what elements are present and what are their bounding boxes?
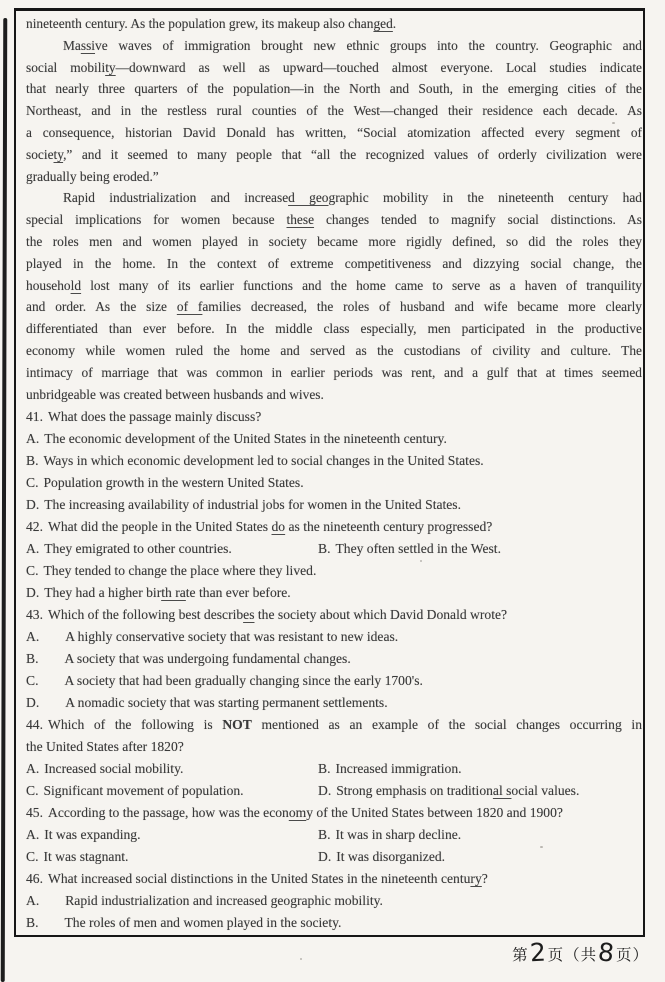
- text-segment: Which of the following is: [48, 717, 223, 733]
- text-segment: te than ever before.: [185, 585, 291, 601]
- text-segment: the roles men and women played in society became more rigidly defined, so did the roles they: [26, 233, 642, 249]
- pencil-underlined-text: ssi: [80, 37, 96, 53]
- text-segment: They often settled in the West.: [335, 541, 501, 557]
- text-segment: They tended to change the place where they lived.: [43, 563, 317, 579]
- question-number: 43.: [26, 607, 43, 623]
- reading-passage: [26, 13, 642, 405]
- question-stem: [26, 868, 642, 890]
- passage-line: [26, 253, 642, 275]
- option-item: [26, 494, 642, 516]
- passage-line: [26, 275, 642, 297]
- pencil-underlined-text: al s: [492, 783, 512, 799]
- passage-line: [26, 384, 642, 406]
- text-segment: unbridgeable was created between husbands and wives.: [26, 386, 324, 402]
- option-item: [318, 824, 642, 846]
- option-item: [26, 626, 642, 648]
- total-pages: 8: [596, 937, 617, 968]
- option-label: A.: [26, 893, 40, 909]
- option-label: A.: [26, 629, 40, 645]
- question-block: [26, 516, 642, 604]
- text-segment: as the nineteenth century progressed?: [285, 519, 493, 535]
- pencil-underlined-text: es: [243, 607, 255, 623]
- text-segment: .: [392, 16, 397, 31]
- text-segment: played in the home. In the context of extreme competitiveness and dizzying social change, the: [26, 255, 642, 271]
- text-segment: y of the United States between 1820 and 1900?: [306, 805, 563, 821]
- pencil-underlined-text: d geo: [288, 190, 329, 206]
- text-segment: differentiated than ever before. In the middle class especially, men participated in the productive: [26, 321, 642, 337]
- pencil-underlined-text: ty: [105, 59, 116, 75]
- option-label: A.: [26, 761, 40, 777]
- option-item: [26, 651, 351, 666]
- passage-line: [26, 100, 642, 122]
- text-segment: What does the passage mainly discuss?: [48, 409, 262, 425]
- option-label: C.: [26, 673, 39, 689]
- question-stem: [26, 714, 642, 736]
- text-segment: amilies decreased, the roles of husband and wife became more clearly: [202, 299, 642, 315]
- option-item: [318, 538, 642, 560]
- text-segment: ?: [481, 871, 488, 887]
- question-block: [26, 868, 642, 934]
- option-item: [26, 893, 383, 908]
- passage-line: [26, 78, 642, 100]
- text-segment: The increasing availability of industrial jobs for women in the United States.: [44, 497, 461, 513]
- option-label: A.: [26, 541, 40, 557]
- option-label: B.: [26, 453, 39, 469]
- option-row: [26, 824, 642, 846]
- question-block: [26, 604, 642, 714]
- option-item: [26, 912, 642, 934]
- option-item: [26, 692, 642, 714]
- option-item: [26, 915, 341, 930]
- option-label: B.: [318, 541, 331, 557]
- option-item: [26, 453, 484, 468]
- option-item: [26, 585, 291, 600]
- option-row: [26, 758, 642, 780]
- page-number: 2: [528, 937, 548, 968]
- option-label: D.: [26, 497, 40, 513]
- text-segment: The roles of men and women played in the society.: [64, 915, 342, 931]
- question-number: 42.: [26, 519, 43, 535]
- text-segment: Ways in which economic development led to social changes in the United States.: [43, 453, 484, 469]
- pencil-underlined-text: ged: [373, 16, 393, 31]
- option-label: D.: [318, 849, 332, 865]
- pencil-underlined-text: ry: [470, 871, 482, 887]
- pencil-underlined-text: do: [271, 519, 286, 535]
- footer-prefix-text: 第: [512, 946, 529, 964]
- option-item: [26, 497, 461, 512]
- question-stem: [26, 736, 642, 758]
- question-stem: [26, 802, 642, 824]
- footer-middle-text: 页（共: [547, 946, 598, 964]
- question-stem: [26, 406, 642, 428]
- question-number: 46.: [26, 871, 43, 887]
- option-label: C.: [26, 475, 39, 491]
- page-content: [26, 13, 642, 934]
- option-item: [26, 758, 318, 780]
- text-segment: The economic development of the United States in the nineteenth century.: [44, 431, 447, 447]
- question-stem: [26, 516, 642, 538]
- option-item: [26, 538, 318, 560]
- option-item: [26, 428, 642, 450]
- footer-suffix-text: 页）: [615, 946, 649, 964]
- text-segment: ocial values.: [511, 783, 580, 799]
- text-segment: A society that was undergoing fundamental changes.: [64, 651, 351, 667]
- scan-speck: [300, 958, 302, 960]
- text-segment: It was stagnant.: [43, 849, 129, 865]
- option-label: A.: [26, 431, 40, 447]
- text-segment: nineteenth century. As the population grew, its makeup also chan: [26, 16, 374, 31]
- question-block: [26, 406, 642, 516]
- text-segment: Northeast, and in the restless rural counties of the West—changed their residence each decade. As: [26, 103, 642, 119]
- option-label: C.: [26, 849, 39, 865]
- option-item: [26, 475, 304, 490]
- text-segment: ,” and it seemed to many people that “all the recognized values of orderly civilization were: [63, 146, 642, 162]
- text-segment: Increased immigration.: [335, 761, 462, 777]
- scan-speck: [612, 122, 615, 124]
- option-label: C.: [26, 563, 39, 579]
- text-segment: the society about which David Donald wrote?: [254, 607, 508, 623]
- text-segment: Rapid industrialization and increase: [63, 190, 289, 206]
- passage-line: [26, 209, 642, 231]
- question-number: 45.: [26, 805, 43, 821]
- page-footer: [512, 937, 649, 968]
- option-item: [26, 450, 642, 472]
- text-segment: househo: [26, 277, 71, 293]
- passage-line: [26, 318, 642, 340]
- text-segment: What increased social distinctions in the United States in the nineteenth centu: [48, 871, 471, 887]
- text-segment: social mobili: [26, 59, 106, 75]
- pencil-underlined-text: of f: [176, 299, 203, 315]
- text-segment: gradually being eroded.”: [26, 168, 159, 184]
- option-label: B.: [318, 761, 331, 777]
- text-segment: economy while women ruled the home and served as the custodians of civility and culture. The: [26, 342, 642, 358]
- passage-line: [26, 296, 642, 318]
- text-segment: special implications for women because: [26, 212, 287, 228]
- passage-line: [26, 13, 642, 35]
- passage-line: [26, 231, 642, 253]
- option-item: [318, 846, 642, 868]
- passage-line: [26, 340, 642, 362]
- option-item: [26, 563, 316, 578]
- pencil-underlined-text: these: [286, 212, 315, 228]
- option-label: B.: [26, 915, 39, 931]
- option-item: [26, 824, 318, 846]
- text-segment: A highly conservative society that was resistant to new ideas.: [65, 629, 399, 645]
- text-segment: According to the passage, how was the econ: [48, 805, 289, 821]
- passage-line: [26, 166, 642, 188]
- question-number: 44.: [26, 717, 43, 733]
- text-segment: Strong emphasis on tradition: [336, 783, 493, 799]
- passage-line: [26, 122, 642, 144]
- question-stem: [26, 604, 642, 626]
- text-segment: lost many of its earlier functions and the home came to serve as a haven of tranquility: [81, 277, 642, 293]
- text-segment: socie: [26, 146, 54, 162]
- text-segment: They had a higher bir: [44, 585, 162, 601]
- text-segment: changes tended to magnify social distinctions. As: [314, 212, 642, 228]
- text-segment: Population growth in the western United States.: [43, 475, 304, 491]
- option-item: [26, 780, 318, 802]
- option-item: [26, 648, 642, 670]
- text-segment: It was expanding.: [44, 827, 141, 843]
- option-item: [26, 472, 642, 494]
- text-segment: It was disorganized.: [336, 849, 446, 865]
- option-item: [318, 758, 642, 780]
- question-block: [26, 802, 642, 868]
- text-segment: Rapid industrialization and increased geographic mobility.: [65, 893, 383, 909]
- text-segment: that nearly three quarters of the population—in the North and South, in the emerging cities of the: [26, 81, 642, 97]
- text-segment: Which of the following best describ: [48, 607, 244, 623]
- option-item: [26, 431, 447, 446]
- text-segment: —downward as well as upward—touched almost everyone. Local studies indicate: [115, 59, 642, 75]
- option-item: [318, 780, 642, 802]
- text-segment: A society that had been gradually changing since the early 1700's.: [64, 673, 423, 689]
- text-segment: Significant movement of population.: [43, 783, 244, 799]
- text-segment: A nomadic society that was starting permanent settlements.: [65, 695, 388, 711]
- question-number: 41.: [26, 409, 43, 425]
- text-segment: It was in sharp decline.: [335, 827, 462, 843]
- option-item: [26, 560, 642, 582]
- option-label: D.: [26, 695, 40, 711]
- text-segment: mentioned as an example of the social changes occurring in: [251, 717, 642, 733]
- option-label: D.: [318, 783, 332, 799]
- option-row: [26, 538, 642, 560]
- option-item: [26, 695, 388, 710]
- questions-section: [26, 406, 642, 934]
- pencil-underlined-text: th ra: [161, 585, 186, 601]
- passage-line: [26, 57, 642, 79]
- text-segment: intimacy of marriage that was common in earlier periods was rent, and a gulf that at times seemed: [26, 364, 642, 380]
- pencil-underlined-text: ty: [53, 146, 64, 162]
- option-row: [26, 846, 642, 868]
- option-row: [26, 780, 642, 802]
- text-segment: the United States after 1820?: [26, 739, 184, 755]
- text-segment: and order. As the size: [26, 299, 177, 315]
- passage-line: [26, 35, 642, 57]
- text-segment: a consequence, historian David Donald has written, “Social atomization affected every segment of: [26, 124, 642, 140]
- option-item: [26, 673, 423, 688]
- text-segment: Ma: [63, 37, 81, 53]
- text-segment: graphic mobility in the nineteenth century had: [328, 190, 642, 206]
- scan-edge-artifact: [1, 18, 8, 982]
- pencil-underlined-text: ld: [70, 277, 82, 293]
- pencil-underlined-text: om: [288, 805, 307, 821]
- passage-line: [26, 187, 642, 209]
- bold-text: NOT: [222, 717, 252, 733]
- question-block: [26, 714, 642, 802]
- scan-speck: [420, 560, 422, 562]
- option-item: [26, 670, 642, 692]
- text-segment: Increased social mobility.: [44, 761, 184, 777]
- scan-speck: [540, 846, 543, 848]
- option-item: [26, 629, 398, 644]
- passage-line: [26, 144, 642, 166]
- option-item: [26, 846, 318, 868]
- option-label: D.: [26, 585, 40, 601]
- option-item: [26, 582, 642, 604]
- option-label: B.: [26, 651, 39, 667]
- option-label: A.: [26, 827, 40, 843]
- option-label: B.: [318, 827, 331, 843]
- option-label: C.: [26, 783, 39, 799]
- option-item: [26, 890, 642, 912]
- text-segment: What did the people in the United States: [48, 519, 272, 535]
- text-segment: ve waves of immigration brought new ethnic groups into the country. Geographic and: [95, 37, 642, 53]
- text-segment: They emigrated to other countries.: [44, 541, 232, 557]
- passage-line: [26, 362, 642, 384]
